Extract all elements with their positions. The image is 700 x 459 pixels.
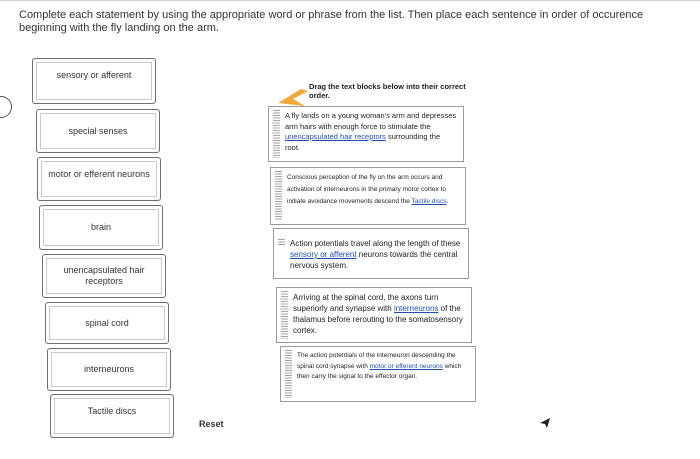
term-label: sensory or afferent bbox=[56, 70, 132, 80]
filled-term[interactable]: motor or efferent neurons bbox=[369, 362, 443, 370]
term-special-senses[interactable] bbox=[36, 109, 160, 153]
sentence-block-2[interactable] bbox=[270, 167, 466, 225]
sentence-block-4[interactable] bbox=[276, 287, 472, 343]
drag-handle-icon[interactable] bbox=[281, 291, 288, 339]
reset-button[interactable]: Reset bbox=[199, 419, 224, 429]
block-text: The action potentials of the interneuron descending the spinal cord synapse with bbox=[297, 352, 456, 370]
filled-term[interactable]: unencapsulated hair receptors bbox=[285, 132, 386, 141]
block-text: surrounding the root. bbox=[285, 132, 441, 152]
drag-handle-icon[interactable] bbox=[275, 171, 282, 221]
block-text: neurons towards the central nervous system. bbox=[290, 250, 458, 270]
sentence-block-3[interactable] bbox=[273, 228, 469, 279]
term-label: special senses bbox=[68, 125, 128, 136]
block-text: Action potentials travel along the length of these bbox=[290, 239, 461, 248]
drag-instruction: Drag the text blocks below into their correct order. bbox=[309, 82, 466, 100]
filled-term[interactable]: Tactile discs bbox=[411, 198, 447, 205]
block-text: A fly lands on a young woman's arm and depresses arm hairs with enough force to stimulate the bbox=[285, 111, 457, 131]
term-interneurons[interactable] bbox=[47, 348, 171, 391]
term-tactile-discs[interactable] bbox=[50, 394, 174, 438]
sentence-block-5[interactable] bbox=[280, 346, 476, 402]
top-divider bbox=[0, 0, 700, 1]
block-text: of the thalamus before rerouting to the somatosensory cortex. bbox=[293, 304, 463, 335]
term-spinal-cord[interactable] bbox=[45, 302, 169, 344]
drag-handle-icon[interactable] bbox=[278, 239, 285, 245]
block-text: Arriving at the spinal cord, the axons turn superiorly and synapse with bbox=[293, 293, 439, 313]
term-label: motor or efferent neurons bbox=[48, 169, 150, 179]
term-label: Tactile discs bbox=[87, 406, 137, 416]
block-text: . bbox=[446, 198, 449, 205]
term-label: unencapsulated hair receptors bbox=[63, 265, 145, 286]
term-sensory-or-afferent[interactable] bbox=[32, 58, 156, 104]
term-label: spinal cord bbox=[85, 317, 129, 328]
block-text: which then carry the signal to the effector organ. bbox=[297, 362, 462, 380]
instructions-text: Complete each statement by using the appropriate word or phrase from the list. Then place each sentence in order of occurence beginning with the fly landing on the arm. bbox=[19, 9, 644, 34]
filled-term[interactable]: sensory or afferent bbox=[290, 250, 357, 259]
filled-term[interactable]: interneurons bbox=[393, 304, 439, 313]
drag-handle-icon[interactable] bbox=[285, 350, 292, 398]
radio-marker-icon[interactable] bbox=[0, 96, 12, 118]
term-brain[interactable] bbox=[39, 205, 163, 250]
drag-handle-icon[interactable] bbox=[273, 110, 280, 158]
left-pointing-arrow-icon bbox=[277, 87, 309, 107]
term-unencapsulated-hair-receptors[interactable] bbox=[42, 254, 166, 298]
term-label: brain bbox=[90, 222, 111, 232]
block-text: Conscious perception of the fly on the arm occurs and activation of interneurons in the primary motor cortex to initiate avoidance movements descend the bbox=[287, 174, 446, 205]
term-motor-or-efferent-neurons[interactable] bbox=[37, 157, 161, 201]
term-label: interneurons bbox=[83, 364, 135, 374]
sentence-block-1[interactable] bbox=[268, 106, 464, 162]
mouse-pointer-icon bbox=[539, 417, 551, 429]
